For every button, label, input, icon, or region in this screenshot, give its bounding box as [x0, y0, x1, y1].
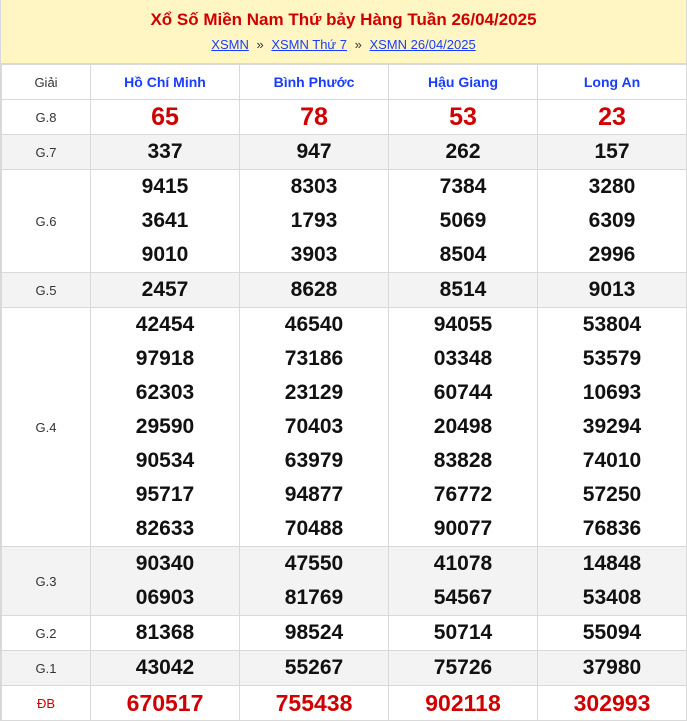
prize-number: 82633: [135, 517, 195, 540]
prize-cell: [240, 135, 389, 170]
prize-number: 53804: [582, 313, 642, 336]
breadcrumb: [1, 37, 686, 53]
prize-number: 06903: [135, 586, 195, 609]
prize-number: 41078: [433, 552, 493, 575]
prize-cell: [91, 273, 240, 308]
prize-number: 60744: [433, 381, 493, 404]
prize-number: 55094: [582, 621, 642, 644]
prize-label: G.8: [2, 100, 91, 135]
prize-label: G.2: [2, 616, 91, 651]
prize-cell: [538, 170, 687, 273]
prize-number: 3641: [141, 209, 189, 232]
prize-number: 670517: [126, 690, 204, 716]
prize-number: 57250: [582, 483, 642, 506]
breadcrumb-link-xsmn-thu7[interactable]: XSMN Thứ 7: [271, 37, 347, 52]
prize-cell: [240, 308, 389, 547]
prize-number: 7384: [439, 175, 487, 198]
prize-cell: [538, 547, 687, 616]
prize-number: 74010: [582, 449, 642, 472]
prize-number: 947: [296, 140, 332, 163]
prize-number: 63979: [284, 449, 344, 472]
prize-number: 03348: [433, 347, 493, 370]
prize-cell: [91, 135, 240, 170]
prize-number: 73186: [284, 347, 344, 370]
column-header-province[interactable]: Hồ Chí Minh: [91, 65, 240, 100]
prize-number: 157: [594, 140, 630, 163]
prize-cell: [91, 170, 240, 273]
page-title: Xổ Số Miền Nam Thứ bảy Hàng Tuần 26/04/2025: [150, 10, 537, 29]
prize-row: [2, 686, 687, 721]
prize-cell: [538, 273, 687, 308]
prize-number: 5069: [439, 209, 487, 232]
prize-number: 95717: [135, 483, 195, 506]
prize-cell: [91, 686, 240, 721]
prize-number: 20498: [433, 415, 493, 438]
prize-number: 9010: [141, 243, 189, 266]
prize-number: 42454: [135, 313, 195, 336]
prize-number: 902118: [425, 690, 501, 716]
prize-row: [2, 135, 687, 170]
prize-row: [2, 616, 687, 651]
prize-cell: [389, 547, 538, 616]
prize-number: 8514: [439, 278, 487, 301]
prize-number: 43042: [135, 656, 195, 679]
prize-number: 97918: [135, 347, 195, 370]
prize-number: 53408: [582, 586, 642, 609]
prize-row: [2, 547, 687, 616]
table-header-row: [2, 65, 687, 100]
prize-cell: [538, 100, 687, 135]
breadcrumb-separator: »: [354, 37, 362, 52]
prize-label: G.6: [2, 170, 91, 273]
prize-number: 9415: [141, 175, 189, 198]
prize-cell: [240, 651, 389, 686]
prize-cell: [389, 308, 538, 547]
prize-cell: [538, 651, 687, 686]
prize-number: 9013: [588, 278, 636, 301]
prize-number: 94055: [433, 313, 493, 336]
prize-number: 8504: [439, 243, 487, 266]
prize-row: [2, 308, 687, 547]
column-header-prize: Giải: [2, 65, 91, 100]
prize-label: G.7: [2, 135, 91, 170]
prize-number: 47550: [284, 552, 344, 575]
prize-number: 3903: [290, 243, 338, 266]
prize-number: 90077: [433, 517, 493, 540]
prize-number: 6309: [588, 209, 636, 232]
prize-number: 302993: [573, 690, 651, 716]
prize-label: ĐB: [2, 686, 91, 721]
prize-number: 3280: [588, 175, 636, 198]
prize-cell: [240, 170, 389, 273]
prize-number: 2996: [588, 243, 636, 266]
prize-label: G.4: [2, 308, 91, 547]
prize-number: 90534: [135, 449, 195, 472]
prize-cell: [389, 100, 538, 135]
breadcrumb-link-xsmn-date[interactable]: XSMN 26/04/2025: [369, 37, 476, 52]
prize-cell: [91, 616, 240, 651]
prize-number: 8303: [290, 175, 338, 198]
prize-number: 81769: [284, 586, 344, 609]
prize-cell: [91, 651, 240, 686]
prize-label: G.5: [2, 273, 91, 308]
prize-number: 53: [449, 103, 477, 131]
results-table: [1, 64, 687, 721]
prize-cell: [389, 686, 538, 721]
prize-cell: [240, 616, 389, 651]
prize-number: 65: [151, 103, 179, 131]
prize-cell: [389, 616, 538, 651]
prize-cell: [91, 100, 240, 135]
prize-number: 262: [445, 140, 481, 163]
results-header: [1, 0, 686, 64]
prize-cell: [538, 616, 687, 651]
prize-number: 70488: [284, 517, 344, 540]
prize-number: 54567: [433, 586, 493, 609]
prize-number: 94877: [284, 483, 344, 506]
prize-number: 81368: [135, 621, 195, 644]
prize-number: 23: [598, 103, 626, 131]
prize-number: 29590: [135, 415, 195, 438]
prize-cell: [240, 100, 389, 135]
prize-row: [2, 100, 687, 135]
column-header-province[interactable]: Bình Phước: [240, 65, 389, 100]
prize-row: [2, 170, 687, 273]
prize-cell: [91, 308, 240, 547]
prize-cell: [389, 135, 538, 170]
prize-cell: [240, 686, 389, 721]
column-header-province[interactable]: Hậu Giang: [389, 65, 538, 100]
prize-number: 37980: [582, 656, 642, 679]
prize-number: 75726: [433, 656, 493, 679]
prize-cell: [91, 547, 240, 616]
prize-number: 337: [147, 140, 183, 163]
prize-number: 755438: [275, 690, 353, 716]
prize-number: 23129: [284, 381, 344, 404]
column-header-province[interactable]: Long An: [538, 65, 687, 100]
prize-number: 14848: [582, 552, 642, 575]
prize-number: 76836: [582, 517, 642, 540]
prize-cell: [538, 686, 687, 721]
prize-number: 70403: [284, 415, 344, 438]
prize-number: 10693: [582, 381, 642, 404]
prize-cell: [389, 651, 538, 686]
prize-number: 78: [300, 103, 328, 131]
prize-number: 98524: [284, 621, 344, 644]
prize-cell: [240, 547, 389, 616]
prize-cell: [389, 170, 538, 273]
prize-number: 53579: [582, 347, 642, 370]
prize-label: G.1: [2, 651, 91, 686]
prize-cell: [240, 273, 389, 308]
prize-cell: [538, 135, 687, 170]
prize-number: 90340: [135, 552, 195, 575]
prize-number: 50714: [433, 621, 493, 644]
prize-number: 83828: [433, 449, 493, 472]
prize-cell: [538, 308, 687, 547]
prize-number: 8628: [290, 278, 338, 301]
prize-row: [2, 651, 687, 686]
prize-label: G.3: [2, 547, 91, 616]
prize-number: 62303: [135, 381, 195, 404]
breadcrumb-link-xsmn[interactable]: XSMN: [211, 37, 249, 52]
prize-number: 46540: [284, 313, 344, 336]
prize-row: [2, 273, 687, 308]
prize-number: 1793: [290, 209, 338, 232]
prize-number: 55267: [284, 656, 344, 679]
prize-number: 2457: [141, 278, 189, 301]
breadcrumb-separator: »: [256, 37, 264, 52]
prize-number: 39294: [582, 415, 642, 438]
prize-cell: [389, 273, 538, 308]
prize-number: 76772: [433, 483, 493, 506]
